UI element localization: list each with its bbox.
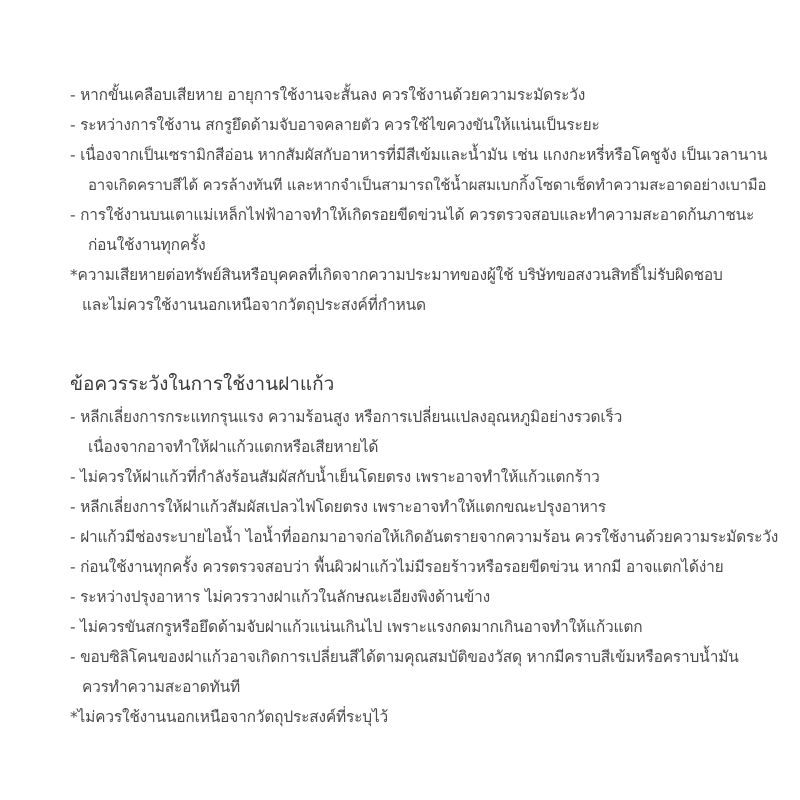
note-line: - ระหว่างการใช้งาน สกรูยึดด้ามจับอาจคลายตัว ควรใช้ไขควงขันให้แน่นเป็นระยะ xyxy=(70,116,600,134)
precaution-line: - ไม่ควรให้ฝาแก้วที่กำลังร้อนสัมผัสกับน้ำเย็นโดยตรง เพราะอาจทำให้แก้วแตกร้าว xyxy=(70,468,600,486)
note-line: - การใช้งานบนเตาแม่เหล็กไฟฟ้าอาจทำให้เกิดรอยขีดข่วนได้ ควรตรวจสอบและทำความสะอาดก้นภาชนะ xyxy=(70,206,755,224)
glass-lid-precautions-section xyxy=(70,370,779,732)
care-notes-section xyxy=(70,80,770,320)
disclaimer-line: *ความเสียหายต่อทรัพย์สินหรือบุคคลที่เกิดจากความประมาทของผู้ใช้ บริษัทขอสงวนสิทธิ์ไม่รับผิดชอบ xyxy=(70,266,723,284)
precaution-line: - หลีกเลี่ยงการให้ฝาแก้วสัมผัสเปลวไฟโดยตรง เพราะอาจทำให้แตกขณะปรุงอาหาร xyxy=(70,498,607,516)
disclaimer-line: *ไม่ควรใช้งานนอกเหนือจากวัตถุประสงค์ที่ระบุไว้ xyxy=(70,708,389,726)
section-heading: ข้อควรระวังในการใช้งานฝาแก้ว xyxy=(70,373,335,395)
disclaimer-line-continuation: และไม่ควรใช้งานนอกเหนือจากวัตถุประสงค์ที่กำหนด xyxy=(82,296,426,314)
note-line-continuation: ก่อนใช้งานทุกครั้ง xyxy=(88,236,206,254)
precaution-line: - หลีกเลี่ยงการกระแทกรุนแรง ความร้อนสูง หรือการเปลี่ยนแปลงอุณหภูมิอย่างรวดเร็ว xyxy=(70,408,623,426)
precaution-line-continuation: เนื่องจากอาจทำให้ฝาแก้วแตกหรือเสียหายได้ xyxy=(88,438,379,456)
precaution-line: - ระหว่างปรุงอาหาร ไม่ควรวางฝาแก้วในลักษณะเอียงพิงด้านข้าง xyxy=(70,588,490,606)
note-line: - หากขั้นเคลือบเสียหาย อายุการใช้งานจะสั้นลง ควรใช้งานด้วยความระมัดระวัง xyxy=(70,86,586,104)
precaution-line: - ฝาแก้วมีช่องระบายไอน้ำ ไอน้ำที่ออกมาอาจก่อให้เกิดอันตรายจากความร้อน ควรใช้งานด้วยความระมัดระวัง xyxy=(70,528,779,546)
precaution-line: - ไม่ควรขันสกรูหรือยึดด้ามจับฝาแก้วแน่นเกินไป เพราะแรงกดมากเกินอาจทำให้แก้วแตก xyxy=(70,618,643,636)
precaution-line-continuation: ควรทำความสะอาดทันที xyxy=(82,678,241,696)
precaution-line: - ก่อนใช้งานทุกครั้ง ควรตรวจสอบว่า พื้นผิวฝาแก้วไม่มีรอยร้าวหรือรอยขีดข่วน หากมี อาจแตกได้ง่าย xyxy=(70,558,724,576)
note-line-continuation: อาจเกิดคราบสีได้ ควรล้างทันที และหากจำเป็นสามารถใช้น้ำผสมเบกกิ้งโซดาเช็ดทำความสะอาดอย่างเบามือ xyxy=(88,176,767,194)
precaution-line: - ขอบซิลิโคนของฝาแก้วอาจเกิดการเปลี่ยนสีได้ตามคุณสมบัติของวัสดุ หากมีคราบสีเข้มหรือคราบน้ำมัน xyxy=(70,648,739,666)
note-line: - เนื่องจากเป็นเซรามิกสีอ่อน หากสัมผัสกับอาหารที่มีสีเข้มและน้ำมัน เช่น แกงกะหรี่หรือโคชูจัง เป็นเวลานาน xyxy=(70,146,768,164)
